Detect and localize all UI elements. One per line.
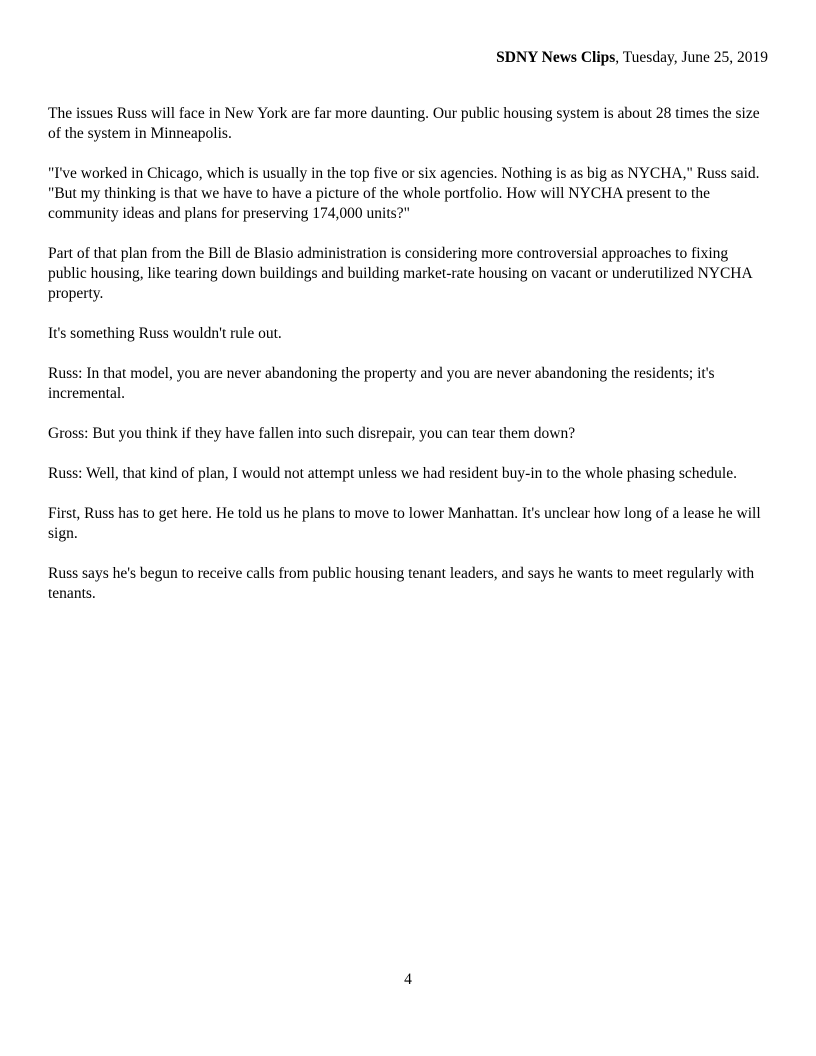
publication-title: SDNY News Clips bbox=[496, 49, 616, 66]
paragraph: It's something Russ wouldn't rule out. bbox=[48, 325, 282, 342]
page-number: 4 bbox=[404, 971, 412, 988]
article-body bbox=[48, 104, 770, 624]
paragraph: First, Russ has to get here. He told us he plans to move to lower Manhattan. It's unclear how long of a lease he will sign. bbox=[48, 505, 761, 542]
publication-date: , Tuesday, June 25, 2019 bbox=[615, 49, 768, 66]
paragraph: Russ says he's begun to receive calls from public housing tenant leaders, and says he wants to meet regularly with tenants. bbox=[48, 565, 755, 602]
paragraph: The issues Russ will face in New York are far more daunting. Our public housing system is about 28 times the size of the system in Minneapolis. bbox=[48, 105, 760, 142]
paragraph: Russ: Well, that kind of plan, I would not attempt unless we had resident buy-in to the whole phasing schedule. bbox=[48, 465, 737, 482]
paragraph: "I've worked in Chicago, which is usually in the top five or six agencies. Nothing is as big as NYCHA," Russ said. "But my thinking is that we have to have a picture of the whole portfolio. How will NYCHA present to the community ideas and plans for preserving 174,000 units?" bbox=[48, 165, 760, 222]
page-header bbox=[496, 48, 768, 68]
paragraph: Russ: In that model, you are never abandoning the property and you are never abandoning the residents; it's incremental. bbox=[48, 365, 715, 402]
paragraph: Part of that plan from the Bill de Blasio administration is considering more controversial approaches to fixing public housing, like tearing down buildings and building market-rate housing on vacant or underutilized NYCHA property. bbox=[48, 245, 752, 302]
paragraph: Gross: But you think if they have fallen into such disrepair, you can tear them down? bbox=[48, 425, 576, 442]
